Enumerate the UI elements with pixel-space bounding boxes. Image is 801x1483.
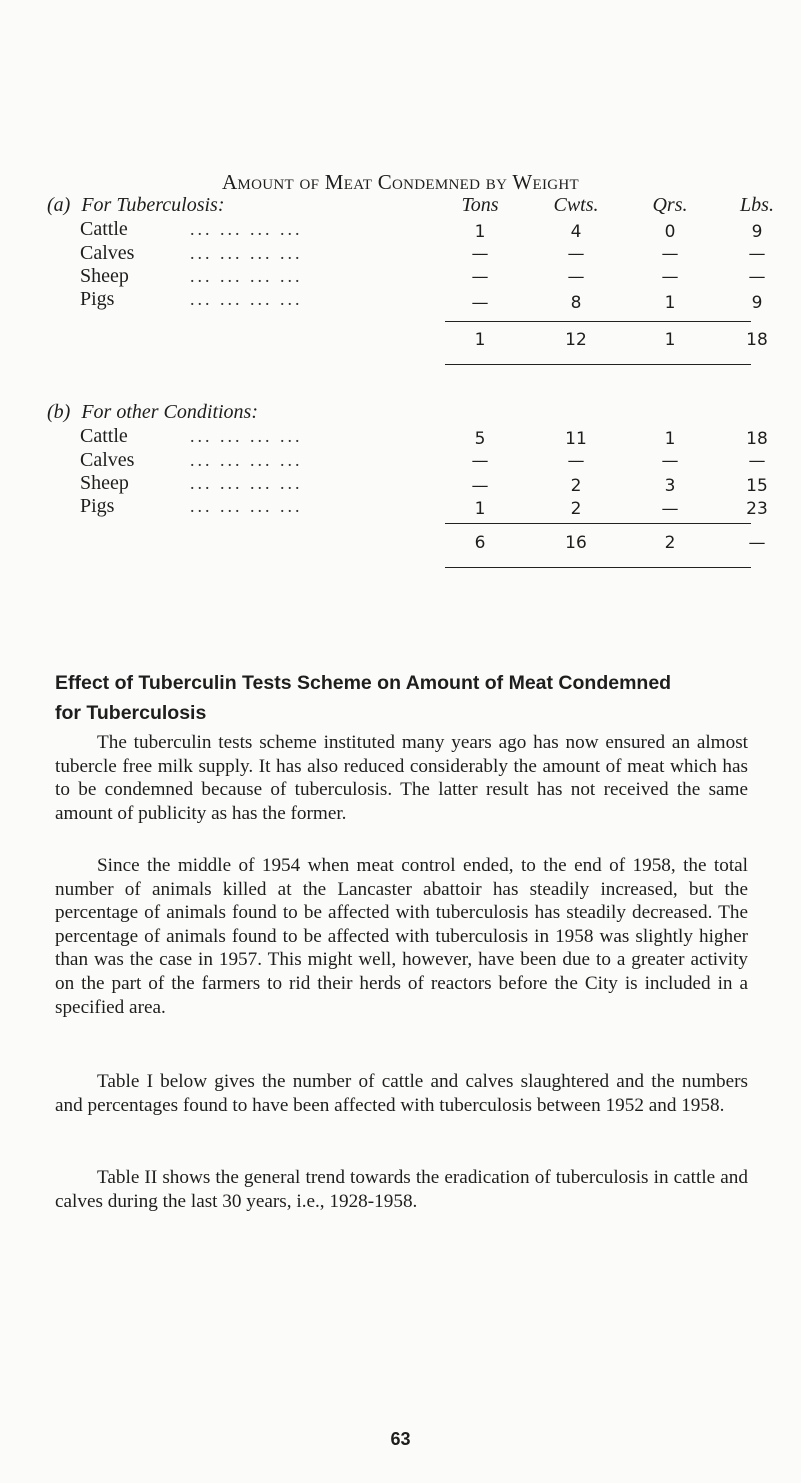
section-b-heading [47,401,258,424]
cell-b-cattle-lbs: 18 [746,429,768,449]
cell-a-pigs-qrs: 1 [664,293,676,313]
row-a-pigs-dots: ... ... ... ... [190,289,303,309]
paragraph-1 [55,731,748,825]
column-header-tons: Tons [461,194,499,216]
cell-b-calves-qrs: — [661,451,679,471]
cell-a-cattle-tons: 1 [474,222,486,242]
cell-a-sheep-qrs: — [661,267,679,287]
paragraph-4-text: Table II shows the general trend towards the eradication of tuberculosis in cattle and calves during the last 30 years, i.e., 1928-1958. [55,1167,748,1212]
table-title: Amount of Meat Condemned by Weight [221,170,580,194]
total-a-tons: 1 [474,330,486,350]
row-a-cattle-label: Cattle [80,218,128,240]
cell-a-cattle-cwts: 4 [570,222,582,242]
section-b-mark: (b) [47,401,71,423]
section-a-mark: (a) [47,194,71,216]
cell-a-pigs-lbs: 9 [751,293,763,313]
cell-a-pigs-tons: — [471,293,489,313]
section-a-lower-rule [445,364,751,365]
page-number: 63 [390,1429,411,1449]
cell-b-calves-lbs: — [748,451,766,471]
cell-b-pigs-qrs: — [661,499,679,519]
section-a-heading [47,194,224,217]
section-a-upper-rule [445,321,751,322]
paragraph-1-text: The tuberculin tests scheme instituted many years ago has now ensured an almost tubercle free milk supply. It has also reduced considerably the amount of meat which has to be condemned because of tuberculosis. The latter result has not received the same amount of publicity as has the former. [55,732,748,824]
row-b-calves-label: Calves [80,449,135,471]
paragraph-2 [55,854,748,1019]
paragraph-3 [55,1070,748,1117]
paragraph-4 [55,1166,748,1213]
cell-a-calves-qrs: — [661,244,679,264]
column-header-lbs: Lbs. [740,194,774,216]
cell-a-calves-lbs: — [748,244,766,264]
row-a-calves-label: Calves [80,242,135,264]
total-a-lbs: 18 [746,330,768,350]
row-b-cattle-label: Cattle [80,425,128,447]
row-a-pigs-label: Pigs [80,288,115,310]
row-b-pigs-dots: ... ... ... ... [190,496,303,516]
total-a-cwts: 12 [565,330,587,350]
cell-a-sheep-tons: — [471,267,489,287]
cell-a-cattle-lbs: 9 [751,222,763,242]
row-b-sheep-label: Sheep [80,472,129,494]
row-a-sheep-label: Sheep [80,265,129,287]
cell-b-sheep-lbs: 15 [746,476,768,496]
cell-b-cattle-qrs: 1 [664,429,676,449]
cell-a-pigs-cwts: 8 [570,293,582,313]
cell-b-calves-cwts: — [567,451,585,471]
total-b-qrs: 2 [664,533,676,553]
column-header-cwts: Cwts. [553,194,599,216]
cell-a-calves-tons: — [471,244,489,264]
column-header-qrs: Qrs. [652,194,688,216]
cell-a-calves-cwts: — [567,244,585,264]
cell-b-calves-tons: — [471,451,489,471]
total-a-qrs: 1 [664,330,676,350]
cell-b-pigs-cwts: 2 [570,499,582,519]
row-b-pigs-label: Pigs [80,495,115,517]
cell-a-cattle-qrs: 0 [664,222,676,242]
total-b-lbs: — [748,533,766,553]
section-b-title: For other Conditions: [81,401,258,423]
cell-b-cattle-tons: 5 [474,429,486,449]
cell-b-cattle-cwts: 11 [565,429,587,449]
paragraph-2-text: Since the middle of 1954 when meat control ended, to the end of 1958, the total number of animals killed at the Lancaster abattoir has steadily increased, but the percentage of animals found to be affected with tuberculosis has steadily decreased. The percentage of animals found to be affected with tuberculosis in 1958 was slightly higher than was the case in 1957. This might well, however, have been due to a greater activity on the part of the farmers to rid their herds of reactors before the City is included in a specified area. [55,855,748,1018]
row-a-calves-dots: ... ... ... ... [190,243,303,263]
row-b-sheep-dots: ... ... ... ... [190,473,303,493]
cell-a-sheep-lbs: — [748,267,766,287]
article-heading [55,668,755,728]
row-a-cattle-dots: ... ... ... ... [190,219,303,239]
section-a-title: For Tuberculosis: [81,194,225,216]
paragraph-3-text: Table I below gives the number of cattle and calves slaughtered and the numbers and percentages found to have been affected with tuberculosis between 1952 and 1958. [55,1071,748,1116]
cell-b-sheep-cwts: 2 [570,476,582,496]
cell-a-sheep-cwts: — [567,267,585,287]
total-b-cwts: 16 [565,533,587,553]
cell-b-pigs-tons: 1 [474,499,486,519]
article-heading-line-1: Effect of Tuberculin Tests Scheme on Amount of Meat Condemned [55,672,672,694]
row-a-sheep-dots: ... ... ... ... [190,266,303,286]
total-b-tons: 6 [474,533,486,553]
row-b-calves-dots: ... ... ... ... [190,450,303,470]
section-b-lower-rule [445,567,751,568]
article-heading-line-2: for Tuberculosis [55,702,207,724]
row-b-cattle-dots: ... ... ... ... [190,426,303,446]
cell-b-sheep-qrs: 3 [664,476,676,496]
cell-b-sheep-tons: — [471,476,489,496]
cell-b-pigs-lbs: 23 [746,499,768,519]
section-b-upper-rule [445,523,751,524]
